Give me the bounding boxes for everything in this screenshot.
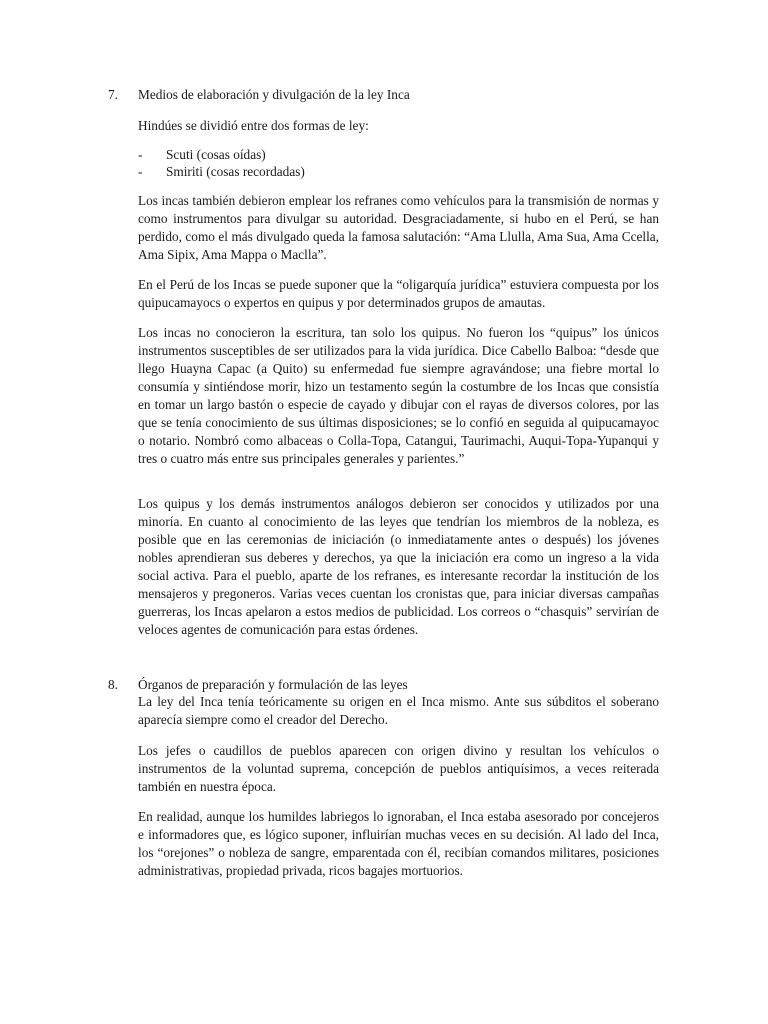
paragraph-text: La ley del Inca tenía teóricamente su origen en el Inca mismo. Ante sus súbditos el soberano aparecía siempre como el creador del Derecho. bbox=[138, 694, 659, 727]
section-8-paragraph-2 bbox=[138, 742, 659, 796]
paragraph-text: Los incas también debieron emplear los refranes como vehículos para la transmisión de normas y como instrumentos para divulgar su autoridad. Desgraciadamente, si hubo en el Perú, se han perdido, como el más divulgado queda la famosa salutación: “Ama Llulla, Ama Sua, Ama Ccella, Ama Sipix, Ama Mappa o Maclla”. bbox=[138, 193, 659, 262]
list-item-text: Scuti (cosas oídas) bbox=[166, 147, 266, 162]
section-7-paragraph-2 bbox=[138, 276, 659, 312]
section-7-paragraph-3 bbox=[138, 324, 659, 468]
section-8-number: 8. bbox=[108, 677, 118, 692]
section-8-paragraph-3 bbox=[138, 808, 659, 880]
list-dash: - bbox=[138, 164, 143, 179]
section-7-intro: Hindúes se dividió entre dos formas de ley: bbox=[138, 118, 369, 133]
paragraph-text: En realidad, aunque los humildes labriegos lo ignoraban, el Inca estaba asesorado por concejeros e informadores que, es lógico suponer, influirían muchas veces en su decisión. Al lado del Inca, los “orejones” o nobleza de sangre, emparentada con él, recibían comandos militares, posiciones administrativas, propiedad privada, ricos bagajes mortuorios. bbox=[138, 809, 659, 878]
section-7-title: Medios de elaboración y divulgación de la ley Inca bbox=[138, 87, 410, 102]
list-dash: - bbox=[138, 147, 143, 162]
paragraph-text: Los quipus y los demás instrumentos análogos debieron ser conocidos y utilizados por una minoría. En cuanto al conocimiento de las leyes que tendrían los miembros de la nobleza, es posible que en las ceremonias de iniciación (o inmediatamente antes o después) los jóvenes nobles aprendieran sus deberes y derechos, ya que la iniciación era como un ingreso a la vida social activa. Para el pueblo, aparte de los refranes, es interesante recordar la institución de los mensajeros y pregoneros. Varias veces cuentan los cronistas que, para iniciar diversas campañas guerreras, los Incas apelaron a estos medios de publicidad. Los correos o “chasquis” servirían de veloces agentes de comunicación para estas órdenes. bbox=[138, 496, 659, 637]
section-7-paragraph-1 bbox=[138, 192, 659, 264]
paragraph-text: En el Perú de los Incas se puede suponer que la “oligarquía jurídica” estuviera compuesta por los quipucamayocs o expertos en quipus y por determinados grupos de amautas. bbox=[138, 277, 659, 310]
paragraph-text: Los incas no conocieron la escritura, tan solo los quipus. No fueron los “quipus” los únicos instrumentos susceptibles de ser utilizados para la vida jurídica. Dice Cabello Balboa: “desde que llego Huayna Capac (a Quito) su enfermedad fue siempre agravándose; una fiebre mortal lo consumía y sintiéndose morir, hizo un testamento según la costumbre de los Incas que consistía en tomar un largo bastón o especie de cayado y dibujar con el rayas de diversos colores, por las que se tenía conocimiento de sus últimas disposiciones; se lo confió en seguida al quipucamayoc o notario. Nombró como albaceas o Colla-Topa, Catangui, Taurimachi, Auqui-Topa-Yupanqui y tres o cuatro más entre sus principales generales y parientes.” bbox=[138, 325, 659, 466]
list-item bbox=[138, 163, 305, 181]
section-7-heading bbox=[108, 86, 410, 104]
section-8-paragraph-1 bbox=[138, 693, 659, 729]
list-item-text: Smiriti (cosas recordadas) bbox=[166, 164, 305, 179]
list-item bbox=[138, 146, 266, 164]
section-7-number: 7. bbox=[108, 87, 118, 102]
section-8-title: Órganos de preparación y formulación de las leyes bbox=[138, 677, 408, 692]
section-7-paragraph-4 bbox=[138, 495, 659, 639]
paragraph-text: Los jefes o caudillos de pueblos aparecen con origen divino y resultan los vehículos o instrumentos de la voluntad suprema, concepción de pueblos antiquísimos, a veces reiterada también en nuestra época. bbox=[138, 743, 659, 794]
section-8-heading bbox=[108, 676, 408, 694]
